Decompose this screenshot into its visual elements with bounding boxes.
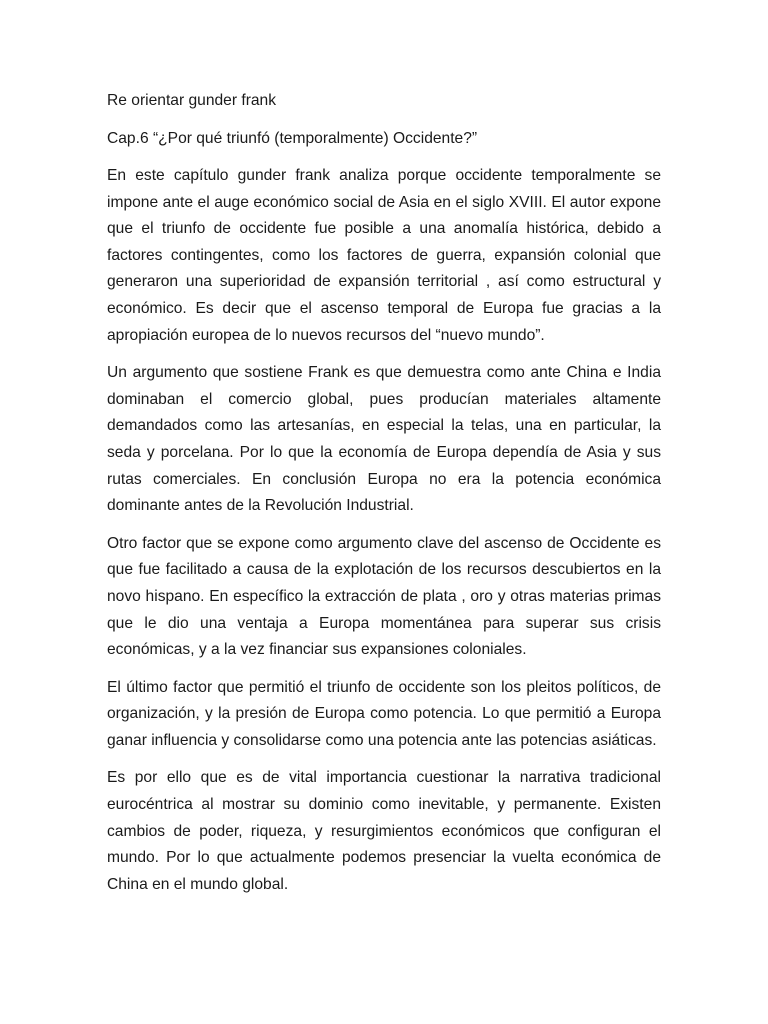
paragraph-1: En este capítulo gunder frank analiza porque occidente temporalmente se impone ante el auge económico social de Asia en el siglo XVIII. El autor expone que el triunfo de occidente fue posible a una anomalía histórica, debido a factores contingentes, como los factores de guerra, expansión colonial que generaron una superioridad de expansión territorial , así como estructural y económico. Es decir que el ascenso temporal de Europa fue gracias a la apropiación europea de lo nuevos recursos del “nuevo mundo”. [107,167,661,344]
document-body [107,88,661,909]
paragraph-5: Es por ello que es de vital importancia cuestionar la narrativa tradicional eurocéntrica al mostrar su dominio como inevitable, y permanente. Existen cambios de poder, riqueza, y resurgimientos económicos que configuran el mundo. Por lo que actualmente podemos presenciar la vuelta económica de China en el mundo global. [107,769,661,893]
paragraph-3: Otro factor que se expone como argumento clave del ascenso de Occidente es que fue facilitado a causa de la explotación de los recursos descubiertos en la novo hispano. En específico la extracción de plata , oro y otras materias primas que le dio una ventaja a Europa momentánea para superar sus crisis económicas, y a la vez financiar sus expansiones coloniales. [107,534,661,659]
paragraph-4: El último factor que permitió el triunfo de occidente son los pleitos políticos, de organización, y la presión de Europa como potencia. Lo que permitió a Europa ganar influencia y consolidarse como una potencia ante las potencias asiáticas. [107,678,661,749]
document-title: Re orientar gunder frank [107,92,277,109]
paragraph-2: Un argumento que sostiene Frank es que demuestra como ante China e India dominaban el comercio global, pues producían materiales altamente demandados como las artesanías, en especial la telas, una en particular, la seda y porcelana. Por lo que la economía de Europa dependía de Asia y sus rutas comerciales. En conclusión Europa no era la potencia económica dominante antes de la Revolución Industrial. [107,364,661,515]
chapter-heading: Cap.6 “¿Por qué triunfó (temporalmente) Occidente?” [107,129,478,147]
